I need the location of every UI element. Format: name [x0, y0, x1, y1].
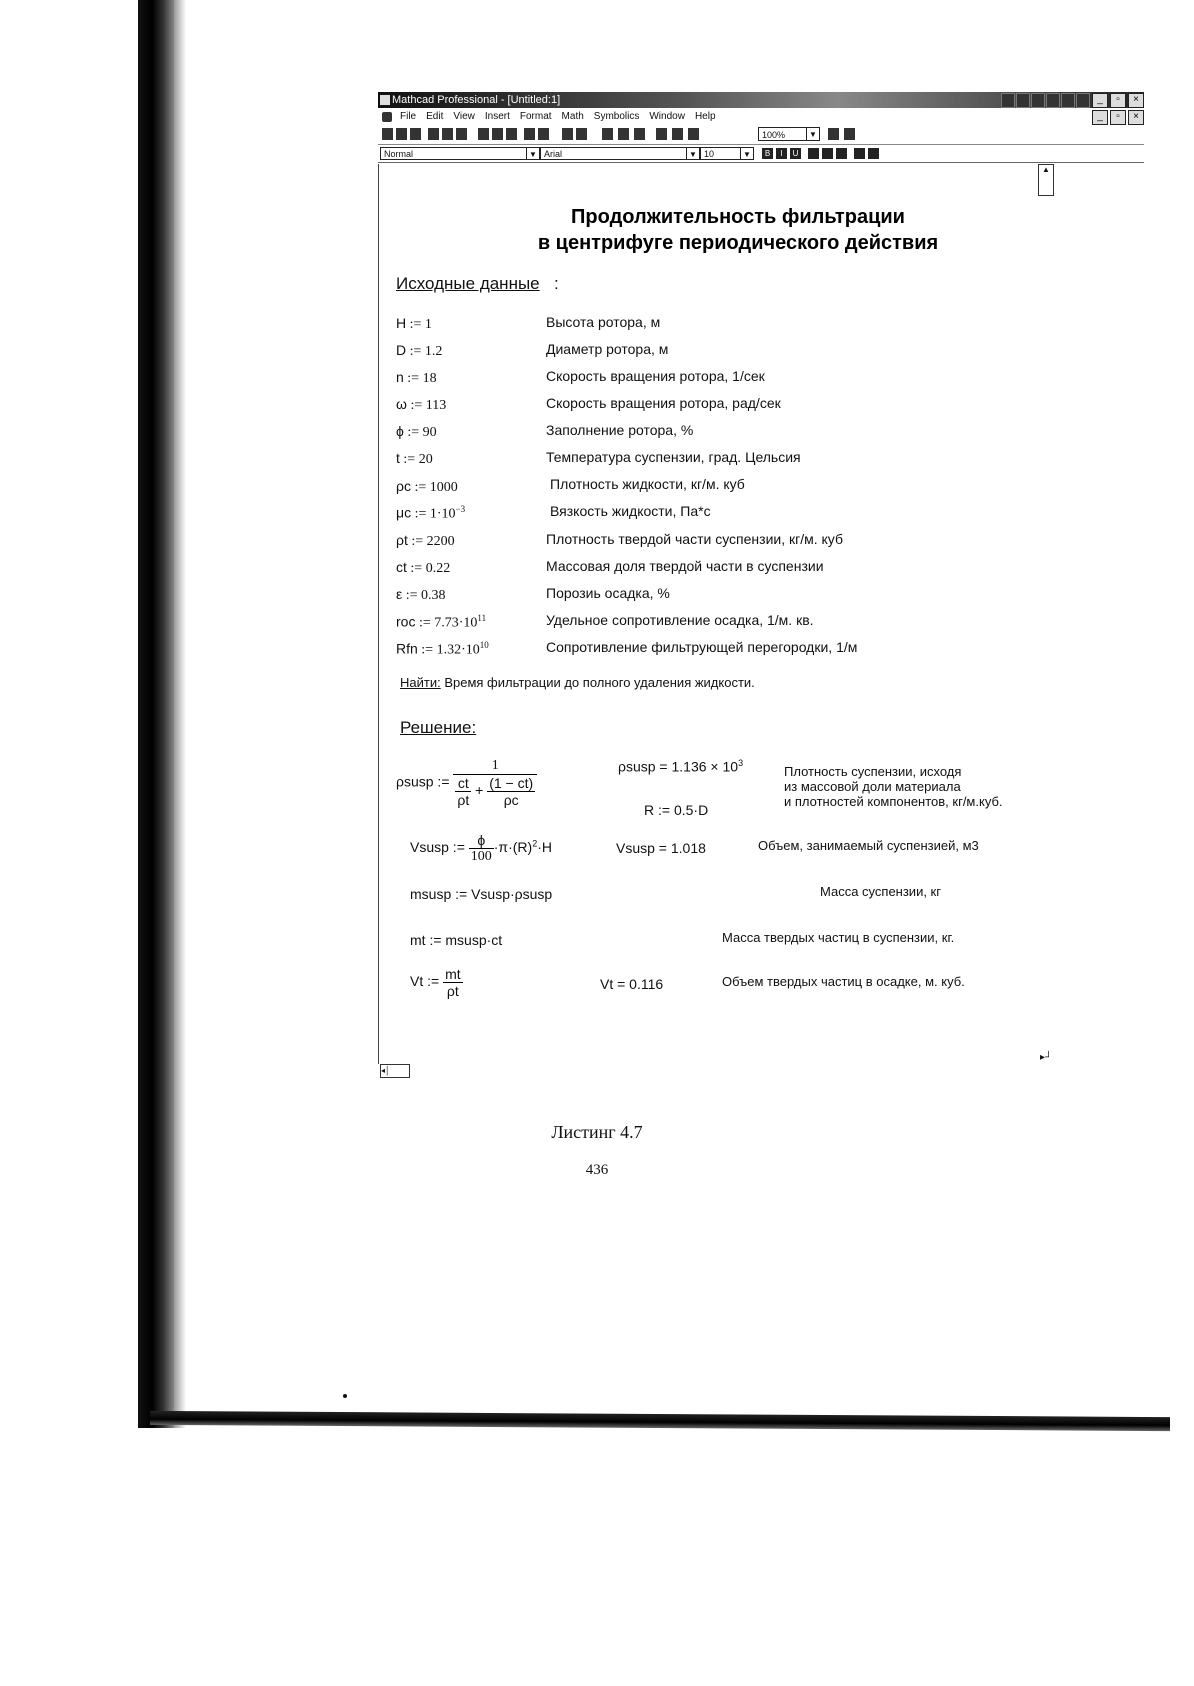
- param-rho-c-desc: Плотность жидкости, кг/м. куб: [550, 476, 745, 492]
- insert-graph-icon[interactable]: [576, 128, 587, 140]
- tool-icon[interactable]: [1076, 93, 1090, 108]
- param-mu-c-desc: Вязкость жидкости, Па*с: [550, 503, 711, 519]
- component-wizard-icon[interactable]: [672, 128, 683, 140]
- insert-function-icon[interactable]: [602, 128, 613, 140]
- vsusp-result[interactable]: Vsusp = 1.018: [616, 840, 706, 856]
- param-epsilon-desc: Порозиь осадка, %: [546, 585, 670, 601]
- scroll-left-button[interactable]: ◂│: [380, 1064, 410, 1078]
- menu-insert[interactable]: Insert: [484, 111, 510, 122]
- rho-susp-result[interactable]: ρsusp = $1.136 \times 10^3$: [618, 758, 744, 775]
- rho-susp-desc: Плотность суспензии, исходя из массовой доли материала и плотностей компонентов, кг/м.куб.: [784, 764, 1003, 809]
- tool-icon[interactable]: [1046, 93, 1060, 108]
- formatting-toolbar: [378, 146, 1144, 163]
- bullets-icon[interactable]: [854, 148, 865, 159]
- tool-icon[interactable]: [1016, 93, 1030, 108]
- bold-icon[interactable]: B: [762, 148, 773, 159]
- param-omega-desc: Скорость вращения ротора, рад/сек: [546, 395, 781, 411]
- param-h[interactable]: H := 1: [396, 315, 432, 332]
- r-definition[interactable]: R := 0.5·D: [644, 802, 709, 818]
- style-value: Normal: [384, 149, 414, 159]
- chevron-down-icon[interactable]: ▼: [686, 148, 699, 159]
- minimize-button[interactable]: _: [1092, 93, 1108, 108]
- rho-susp-fraction: 1 $\frac{ct}{\rho t}$ + $\frac{(1 - ct)}{\rho c}$: [453, 758, 537, 808]
- document-icon[interactable]: [382, 112, 392, 122]
- title-line-1: Продолжительность фильтрации: [571, 206, 905, 228]
- param-rho-c[interactable]: ρc := 1000: [396, 478, 458, 495]
- param-rfn-desc: Сопротивление фильтрующей перегородки, 1/м: [546, 639, 858, 655]
- document-title: [498, 204, 978, 256]
- cut-icon[interactable]: [478, 128, 489, 140]
- print-preview-icon[interactable]: [442, 128, 453, 140]
- doc-restore-button[interactable]: ▫: [1110, 110, 1126, 125]
- input-heading-colon: :: [554, 274, 559, 293]
- underline-icon[interactable]: U: [790, 148, 801, 159]
- font-value: Arial: [544, 149, 563, 159]
- align-center-icon[interactable]: [822, 148, 833, 159]
- menu-edit[interactable]: Edit: [426, 111, 444, 122]
- standard-toolbar: [378, 126, 1144, 145]
- param-n-desc: Скорость вращения ротора, 1/сек: [546, 368, 765, 384]
- scroll-up-button[interactable]: ▲: [1038, 164, 1054, 196]
- page-bottom-edge: [150, 1411, 1170, 1431]
- style-select[interactable]: [380, 147, 540, 160]
- app-icon: [380, 95, 390, 105]
- param-rho-t[interactable]: ρt := 2200: [396, 532, 455, 549]
- spell-check-icon[interactable]: [456, 128, 467, 140]
- param-d-desc: Диаметр ротора, м: [546, 341, 669, 357]
- scan-speck: [343, 1394, 347, 1398]
- menu-help[interactable]: Help: [694, 111, 716, 122]
- run-script-icon[interactable]: [688, 128, 699, 140]
- param-mu-c[interactable]: μc := $1\cdot 10^{-3}$: [396, 504, 466, 522]
- window-title: Mathcad Professional - [Untitled:1]: [392, 94, 561, 106]
- menu-view[interactable]: View: [453, 111, 475, 122]
- restore-button[interactable]: ▫: [1110, 93, 1126, 108]
- align-right-icon[interactable]: [836, 148, 847, 159]
- insert-hyperlink-icon[interactable]: [656, 128, 667, 140]
- menu-symbolics[interactable]: Symbolics: [593, 111, 640, 122]
- param-rho-t-desc: Плотность твердой части суспензии, кг/м. куб: [546, 531, 843, 547]
- vsusp-desc: Объем, занимаемый суспензией, м3: [758, 838, 979, 853]
- input-data-heading: [396, 274, 540, 294]
- numbering-icon[interactable]: [868, 148, 879, 159]
- find-text: Время фильтрации до полного удаления жидкости.: [440, 675, 755, 690]
- book-spine-shadow: [138, 0, 174, 1428]
- calculate-icon[interactable]: [634, 128, 645, 140]
- window-controls: [1092, 92, 1144, 108]
- resources-icon[interactable]: [828, 128, 839, 140]
- msusp-desc: Масса суспензии, кг: [820, 884, 941, 899]
- param-ct-desc: Массовая доля твердой части в суспензии: [546, 558, 824, 574]
- insert-unit-icon[interactable]: [618, 128, 629, 140]
- menu-math[interactable]: Math: [561, 111, 584, 122]
- close-button[interactable]: ×: [1128, 93, 1144, 108]
- page-number: 436: [585, 1162, 609, 1178]
- mt-desc: Масса твердых частиц в суспензии, кг.: [722, 930, 955, 945]
- input-heading-text: Исходные данные: [396, 274, 540, 293]
- param-roc[interactable]: roc := $7.73\cdot 10^{11}$: [396, 613, 487, 631]
- param-phi-desc: Заполнение ротора, %: [546, 422, 694, 438]
- mt-definition[interactable]: mt := msusp·ct: [410, 932, 503, 948]
- param-roc-desc: Удельное сопротивление осадка, 1/м. кв.: [546, 612, 814, 628]
- param-phi[interactable]: ϕ := 90: [396, 423, 437, 440]
- toolbar-icons-strip: [1001, 93, 1090, 108]
- listing-caption: Листинг 4.7: [551, 1122, 643, 1142]
- param-t-desc: Температура суспензии, град. Цельсия: [546, 449, 801, 465]
- document-controls: [1092, 109, 1144, 125]
- help-icon[interactable]: [844, 128, 855, 140]
- title-bar: [378, 92, 1144, 108]
- align-left-icon[interactable]: [808, 148, 819, 159]
- save-icon[interactable]: [410, 128, 421, 140]
- undo-icon[interactable]: [524, 128, 535, 140]
- param-d[interactable]: D := 1.2: [396, 342, 443, 359]
- tool-icon[interactable]: [1031, 93, 1045, 108]
- param-omega[interactable]: ω := 113: [396, 396, 447, 413]
- resize-grip-icon[interactable]: ▸┘: [1040, 1052, 1053, 1063]
- new-icon[interactable]: [382, 128, 393, 140]
- rho-susp-definition[interactable]: ρsusp := 1 $\frac{ct}{\rho t}$ + $\frac{(1 - ct)}{\rho c}$: [396, 758, 537, 808]
- tool-icon[interactable]: [1061, 93, 1075, 108]
- param-rfn[interactable]: Rfn := $1.32\cdot 10^{10}$: [396, 640, 489, 658]
- param-ct[interactable]: ct := 0.22: [396, 559, 451, 576]
- align-icon[interactable]: [562, 128, 573, 140]
- param-n[interactable]: n := 18: [396, 369, 437, 386]
- chevron-down-icon[interactable]: ▼: [806, 128, 819, 140]
- font-size-select[interactable]: [700, 147, 754, 160]
- book-spine-fade: [174, 0, 186, 1428]
- redo-icon[interactable]: [538, 128, 549, 140]
- doc-minimize-button[interactable]: _: [1092, 110, 1108, 125]
- param-epsilon[interactable]: ε := 0.38: [396, 586, 446, 603]
- vsusp-definition[interactable]: Vsusp := $\frac{\phi}{100}$ $\cdot\pi\cdot(R)^2\cdot H$: [410, 832, 552, 864]
- font-size-value: 10: [704, 149, 715, 159]
- solution-heading: Решение:: [400, 718, 477, 737]
- font-select[interactable]: [540, 147, 700, 160]
- paste-icon[interactable]: [506, 128, 517, 140]
- msusp-definition[interactable]: msusp := Vsusp·ρsusp: [410, 886, 553, 902]
- copy-icon[interactable]: [492, 128, 503, 140]
- menu-file[interactable]: File: [400, 111, 417, 122]
- menu-window[interactable]: Window: [649, 111, 685, 122]
- doc-close-button[interactable]: ×: [1128, 110, 1144, 125]
- param-t[interactable]: t := 20: [396, 450, 433, 467]
- vt-desc: Объем твердых частиц в осадке, м. куб.: [722, 974, 965, 989]
- param-h-desc: Высота ротора, м: [546, 314, 661, 330]
- vt-result[interactable]: Vt = 0.116: [600, 976, 664, 992]
- menu-bar: [378, 109, 1144, 125]
- print-icon[interactable]: [428, 128, 439, 140]
- mathcad-window: [378, 92, 1144, 1170]
- chevron-down-icon[interactable]: ▼: [526, 148, 539, 159]
- zoom-value: 100%: [762, 130, 786, 140]
- open-icon[interactable]: [396, 128, 407, 140]
- find-label: Найти:: [400, 675, 441, 690]
- vt-definition[interactable]: Vt := $\frac{mt}{\rho t}$: [410, 966, 461, 999]
- chevron-down-icon[interactable]: ▼: [740, 148, 753, 159]
- italic-icon[interactable]: I: [776, 148, 787, 159]
- find-statement: [400, 675, 755, 690]
- tool-icon[interactable]: [1001, 93, 1015, 108]
- title-line-2: в центрифуге периодического действия: [537, 232, 939, 254]
- menu-format[interactable]: Format: [519, 111, 552, 122]
- zoom-select[interactable]: [758, 127, 820, 141]
